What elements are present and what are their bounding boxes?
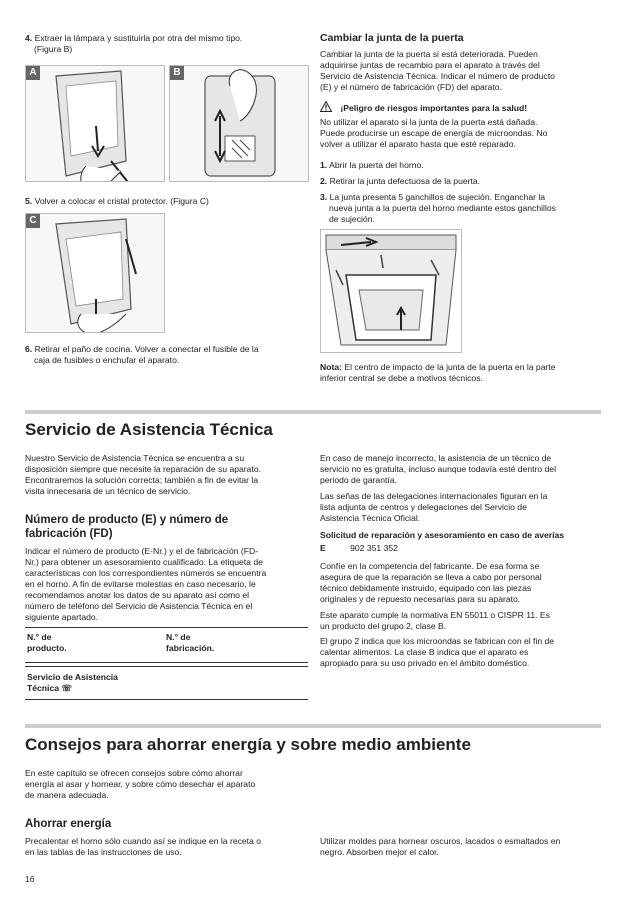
service-right-p4 — [320, 561, 615, 605]
product-number-heading-line-1: Número de producto (E) y número de — [25, 514, 229, 526]
seal-step-1-number: 1. — [320, 160, 328, 170]
figure-a-illustration — [26, 66, 164, 181]
repair-phone-number: 902 351 352 — [350, 543, 398, 553]
warning-icon — [320, 101, 332, 112]
save-energy-right-line-2: negro. Absorben mejor el calor. — [320, 847, 439, 857]
form-middle-rule-2 — [25, 666, 308, 667]
seal-step-3-line-3: de sujeción. — [329, 214, 375, 224]
step-4-sub: (Figura B) — [34, 44, 73, 54]
product-number-line-3: características con los correspondientes números se encuentra — [25, 568, 267, 578]
seal-step-1 — [320, 160, 424, 171]
product-number-line-2: Nr.) para obtener un asesoramiento cualificado. La etiqueta de — [25, 557, 263, 567]
section-divider-energy — [25, 724, 601, 728]
warning-line-2: Puede producirse un escape de energía de microondas. No — [320, 128, 548, 138]
figure-b — [169, 65, 309, 182]
seal-step-3-number: 3. — [320, 192, 328, 202]
form-service-label-2: Técnica ☏ — [27, 683, 73, 693]
form-middle-rule — [25, 662, 308, 663]
door-seal-title: Cambiar la junta de la puerta — [320, 32, 464, 44]
service-intro-line-2: disposición siempre que necesite la reparación de su aparato. — [25, 464, 261, 474]
repair-phone — [320, 543, 398, 554]
form-fd-label-1: N.° de — [166, 632, 191, 642]
figure-a-label: A — [26, 66, 40, 80]
step-4-text: Extraer la lámpara y sustituirla por otra del mismo tipo. — [34, 33, 243, 43]
service-right-p5-line-1: Este aparato cumple la normativa EN 55011 o CISPR 11. Es — [320, 610, 550, 620]
section-divider-service — [25, 410, 601, 414]
step-5-number: 5. — [25, 196, 33, 206]
form-bottom-rule — [25, 699, 308, 700]
seal-step-2-text: Retirar la junta defectuosa de la puerta. — [329, 176, 481, 186]
form-service-label-1: Servicio de Asistencia — [27, 672, 118, 682]
form-product-number-label — [27, 632, 67, 654]
step-5-text: Volver a colocar el cristal protector. (Figura C) — [34, 196, 209, 206]
repair-request-heading: Solicitud de reparación y asesoramiento en caso de averías — [320, 530, 565, 540]
intro-line-2: adquirirse juntas de recambio para el aparato a través del — [320, 60, 540, 70]
seal-step-2-number: 2. — [320, 176, 328, 186]
service-right-p4-line-2: asegura de que la reparación se lleva a cabo por personal — [320, 572, 542, 582]
service-right-p5 — [320, 610, 615, 632]
intro-line-4: (E) y el número de fabricación (FD) del aparato. — [320, 82, 502, 92]
service-title: Servicio de Asistencia Técnica — [25, 420, 273, 439]
door-seal-figure — [320, 229, 462, 353]
seal-step-3-line-2: nueva junta a la puerta del horno mediante estos ganchillos — [329, 203, 556, 213]
product-number-line-6: número de teléfono del Servicio de Asistencia Técnica en el — [25, 601, 253, 611]
note-label: Nota: — [320, 362, 342, 372]
form-fd-label-2: fabricación. — [166, 643, 215, 653]
service-right-p6-line-3: apropiado para su uso privado en el ámbito doméstico. — [320, 658, 530, 668]
service-right-p1-line-1: En caso de manejo incorrecto, la asistencia de un técnico de — [320, 453, 552, 463]
form-e-label-1: N.° de — [27, 632, 52, 642]
service-right-p4-line-1: Confíe en la competencia del fabricante. De esa forma se — [320, 561, 540, 571]
form-e-label-2: producto. — [27, 643, 67, 653]
step-6-text-2: caja de fusibles o enchufar el aparato. — [34, 355, 180, 365]
step-4 — [25, 33, 305, 55]
page-number: 16 — [25, 874, 35, 884]
product-number-text — [25, 546, 310, 623]
save-energy-heading: Ahorrar energía — [25, 818, 112, 830]
door-seal-illustration — [321, 230, 461, 352]
energy-intro-line-2: energía al asar y hornear, y sobre cómo desechar el aparato — [25, 779, 256, 789]
figure-c-label: C — [26, 214, 40, 228]
service-right-p6-line-2: calentar alimentos. La clase B indica que el aparato es — [320, 647, 529, 657]
product-number-line-4: en el horno. A fin de evitarse molestias en caso necesario, le — [25, 579, 256, 589]
form-service-label — [27, 672, 118, 694]
service-right-p2 — [320, 491, 615, 524]
form-fabrication-number-label — [166, 632, 214, 654]
service-right-p1 — [320, 453, 615, 486]
save-energy-left — [25, 836, 320, 858]
seal-step-1-text: Abrir la puerta del horno. — [329, 160, 424, 170]
service-right-p1-line-3: periodo de garantía. — [320, 475, 397, 485]
service-right-p2-line-2: lista adjunta de centros y delegaciones del Servicio de — [320, 502, 527, 512]
save-energy-right-line-1: Utilizar moldes para hornear oscuros, lacados o esmaltados en — [320, 836, 561, 846]
save-energy-left-line-2: en las tablas de las instrucciones de uso. — [25, 847, 182, 857]
service-intro-line-1: Nuestro Servicio de Asistencia Técnica se encuentra a su — [25, 453, 245, 463]
seal-step-2 — [320, 176, 480, 187]
warning-line-3: volver a utilizar el aparato hasta que esté reparado. — [320, 139, 516, 149]
save-energy-right — [320, 836, 615, 858]
service-right-p2-line-3: Asistencia Técnica Oficial. — [320, 513, 421, 523]
figure-b-label: B — [170, 66, 184, 80]
intro-line-1: Cambiar la junta de la puerta si está deteriorada. Pueden — [320, 49, 538, 59]
service-right-p4-line-3: técnico debidamente instruido, equipado con las piezas — [320, 583, 532, 593]
product-number-heading-line-2: fabricación (FD) — [25, 528, 113, 540]
service-intro — [25, 453, 310, 497]
note-line-1: El centro de impacto de la junta de la puerta en la parte — [344, 362, 556, 372]
warning-line-1: No utilizar el aparato si la junta de la puerta está dañada. — [320, 117, 538, 127]
step-6-text-1: Retirar el paño de cocina. Volver a conectar el fusible de la — [34, 344, 259, 354]
service-right-p1-line-2: servicio no es gratuita, incluso aunque todavía esté dentro del — [320, 464, 557, 474]
repair-phone-country: E — [320, 543, 326, 553]
intro-line-3: Servicio de Asistencia Técnica. Indicar el número de producto — [320, 71, 555, 81]
service-right-p4-line-4: originales y de repuesto necesarias para su aparato. — [320, 594, 521, 604]
seal-step-3-line-1: La junta presenta 5 ganchillos de sujeción. Enganchar la — [329, 192, 546, 202]
energy-title: Consejos para ahorrar energía y sobre medio ambiente — [25, 735, 471, 754]
service-intro-line-4: visita innecesaria de un técnico de servicio. — [25, 486, 191, 496]
service-right-p2-line-1: Las señas de las delegaciones internacionales figuran en la — [320, 491, 548, 501]
product-number-line-5: recomendamos anotar los datos de su aparato así como el — [25, 590, 250, 600]
step-4-number: 4. — [25, 33, 33, 43]
seal-step-3 — [320, 192, 615, 225]
step-5 — [25, 196, 305, 207]
note-line-2: inferior central se debe a motivos técnicos. — [320, 373, 483, 383]
product-number-line-7: siguiente apartado. — [25, 612, 99, 622]
door-seal-intro — [320, 49, 610, 93]
product-number-heading — [25, 513, 228, 541]
note — [320, 362, 615, 384]
service-right-p6 — [320, 636, 615, 669]
energy-intro — [25, 768, 315, 801]
service-right-p6-line-1: El grupo 2 indica que los microondas se fabrican con el fin de — [320, 636, 555, 646]
form-top-rule — [25, 627, 308, 628]
product-number-line-1: Indicar el número de producto (E-Nr.) y el de fabricación (FD- — [25, 546, 259, 556]
warning-text — [320, 117, 610, 150]
warning-heading — [320, 101, 527, 114]
figure-c — [25, 213, 165, 333]
energy-intro-line-1: En este capítulo se ofrecen consejos sobre cómo ahorrar — [25, 768, 243, 778]
service-intro-line-3: Encontraremos la solución correcta; también a fin de evitar la — [25, 475, 259, 485]
step-6 — [25, 344, 310, 366]
save-energy-left-line-1: Precalentar el horno sólo cuando así se indique en la receta o — [25, 836, 262, 846]
warning-title: ¡Peligro de riesgos importantes para la salud! — [340, 103, 528, 113]
step-6-number: 6. — [25, 344, 33, 354]
figure-a — [25, 65, 165, 182]
energy-intro-line-3: de manera adecuada. — [25, 790, 109, 800]
service-right-p5-line-2: un producto del grupo 2, clase B. — [320, 621, 447, 631]
figure-b-illustration — [170, 66, 308, 181]
figure-c-illustration — [26, 214, 164, 332]
